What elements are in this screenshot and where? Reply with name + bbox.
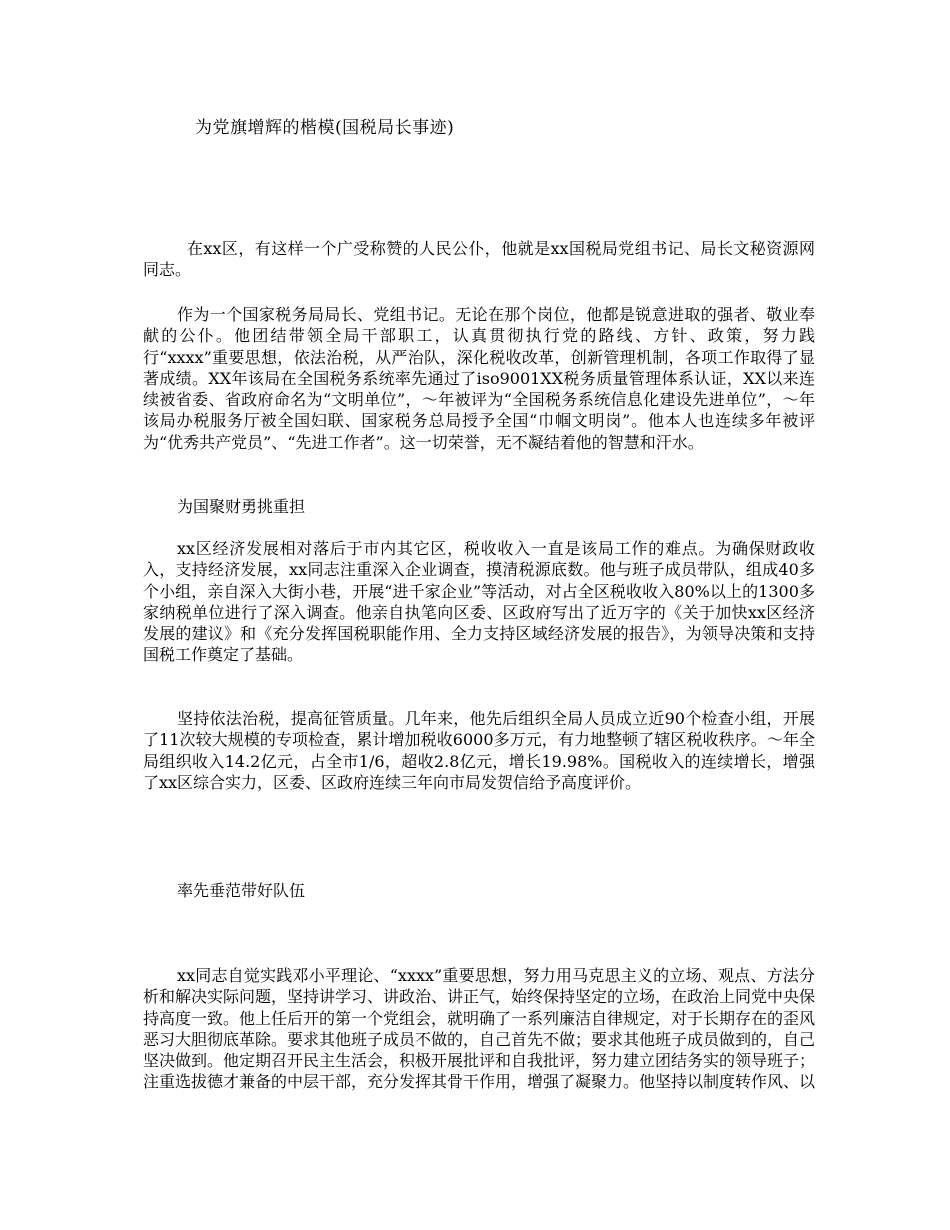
paragraph-law-enforcement: 坚持依法治税，提高征管质量。几年来，他先后组织全局人员成立近90个检查小组，开展了11次较大规模的专项检查，累计增加税收6000多万元，有力地整顿了辖区税收秩序。～年全局组织收入14.2亿元，占全市1/6，超收2.8亿元，增长19.98%。国税收入的连续增长，增强了xx区综合实力，区委、区政府连续三年向市局发贺信给予高度评价。 [143, 709, 815, 792]
section-heading-tax-revenue: 为国聚财勇挑重担 [177, 497, 306, 516]
paragraph-overview: 作为一个国家税务局局长、党组书记。无论在那个岗位，他都是锐意进取的强者、敬业奉献的公仆。他团结带领全局干部职工，认真贯彻执行党的路线、方针、政策，努力践行“xxxx”重要思想，依法治税，从严治队，深化税收改革，创新管理机制，各项工作取得了显著成绩。XX年该局在全国税务系统率先通过了iso9001XX税务质量管理体系认证，XX以来连续被省委、省政府命名为“文明单位”，～年被评为“全国税务系统信息化建设先进单位”，～年该局办税服务厅被全国妇联、国家税务总局授予全国“巾帼文明岗”。他本人也连续多年被评为“优秀共产党员”、“先进工作者”。这一切荣誉，无不凝结着他的智慧和汗水。 [143, 305, 815, 452]
paragraph-leadership: xx同志自觉实践邓小平理论、“xxxx”重要思想，努力用马克思主义的立场、观点、方法分析和解决实际问题，坚持讲学习、讲政治、讲正气，始终保持坚定的立场，在政治上同党中央保持高度一致。他上任后开的第一个党组会，就明确了一系列廉洁自律规定，对于长期存在的歪风恶习大胆彻底革除。要求其他班子成员不做的，自己首先不做；要求其他班子成员做到的，自己坚决做到。他定期召开民主生活会，积极开展批评和自我批评，努力建立团结务实的领导班子；注重选拔德才兼备的中层干部，充分发挥其骨干作用，增强了凝聚力。他坚持以制度转作风、以 [143, 966, 816, 1092]
document-title: 为党旗增辉的楷模(国税局长事迹) [195, 118, 455, 138]
section-heading-leadership: 率先垂范带好队伍 [177, 881, 306, 900]
paragraph-tax-revenue: xx区经济发展相对落后于市内其它区，税收收入一直是该局工作的难点。为确保财政收入，支持经济发展，xx同志注重深入企业调查，摸清税源底数。他与班子成员带队，组成40多个小组，亲自深入大街小巷，开展“进千家企业”等活动，对占全区税收收入80%以上的1300多家纳税单位进行了深入调查。他亲自执笔向区委、区政府写出了近万字的《关于加快xx区经济发展的建议》和《充分发挥国税职能作用、全力支持区域经济发展的报告》，为领导决策和支持国税工作奠定了基础。 [143, 539, 815, 665]
paragraph-intro: 在xx区，有这样一个广受称赞的人民公仆，他就是xx国税局党组书记、局长文秘资源网同志。 [143, 239, 815, 280]
